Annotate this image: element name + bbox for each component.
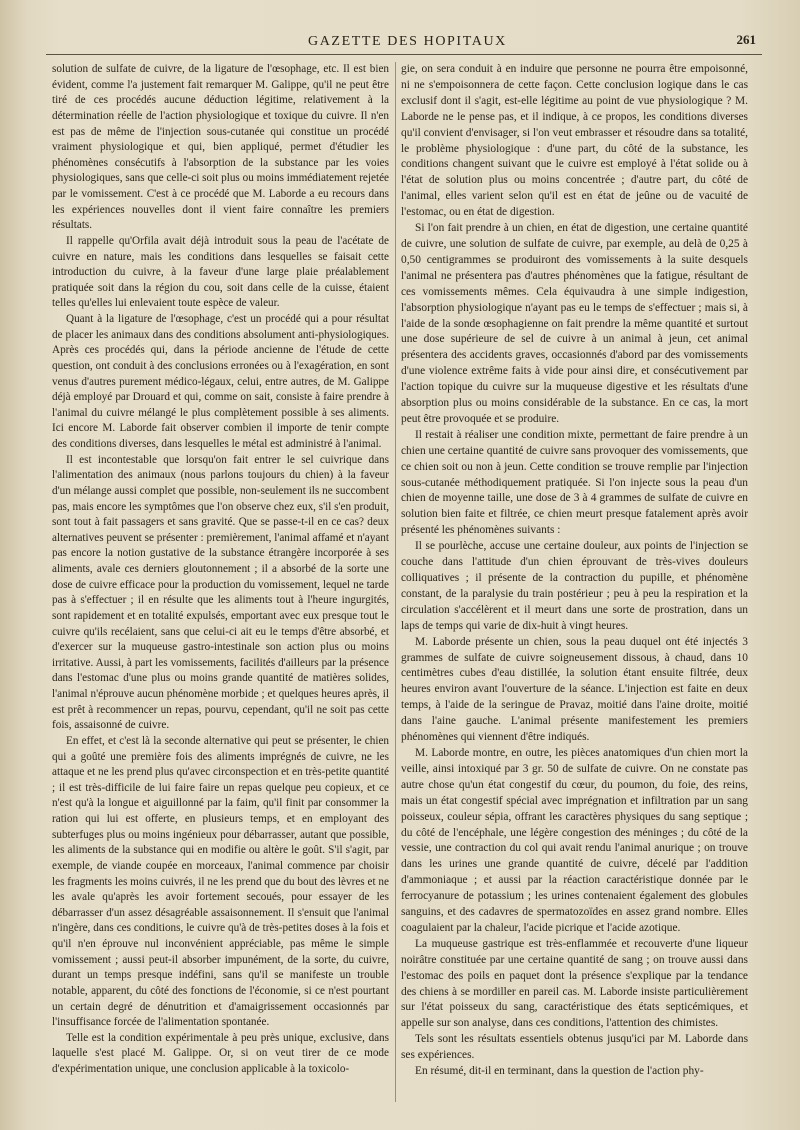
paragraph: La muqueuse gastrique est très-enflammée et recouverte d'une liqueur noirâtre constituée par une certaine quantité de sang ; on trouve aussi dans l'estomac des poils en paquet dont la présence s'explique par la tendance des chiens à se mordiller en pareil cas. M. Laborde insiste particulièrement sur l'état poisseux du sang, caractéristique des états septicémiques, et appelle sur son analyse, dans ces conditions, l'attention des chimistes. bbox=[401, 937, 748, 1030]
paragraph: Quant à la ligature de l'œsophage, c'est un procédé qui a pour résultat de placer les animaux dans des conditions absolument anti-physiologiques. Après ces procédés qui, dans la période ancienne de l'étude de cette question, ont conduit à des conclusions erronées ou à l'exagération, en sont venus d'autres purement médico-légaux, celui, entre autres, de M. Galippe déjà employé par Drouard et qui, comme on sait, consiste à faire prendre à l'animal du cuivre mélangé le plus complètement possible à ses aliments. Ici encore M. Laborde fait observer combien il importe de tenir compte des conditions diverses, dans lesquelles le métal est administré à l'animal. bbox=[52, 313, 389, 450]
paragraph: solution de sulfate de cuivre, de la ligature de l'œsophage, etc. Il est bien évident, comme l'a justement fait remarquer M. Galippe, qu'il ne peut être tiré de ces procédés aucune déduction légitime, relativement à la détermination réelle de l'action physiologique et toxique du cuivre. Il n'en est pas de même de l'injection sous-cutanée qui constitue un procédé vraiment physiologique et qui, bien appliqué, permet d'étudier les phénomènes consécutifs à l'absorption de la substance par les voies physiologiques, sans que celle-ci soit plus ou moins immédiatement rejetée par le vomissement. C'est à ce procédé que M. Laborde a eu recours dans les expériences nouvelles dont il vient faire connaître les premiers résultats. bbox=[52, 63, 389, 232]
paragraph: Si l'on fait prendre à un chien, en état de digestion, une certaine quantité de cuivre, une solution de sulfate de cuivre, par exemple, au delà de 0,25 à 0,50 centigrammes se produiront des vomissements à la suite desquels l'animal ne présentera pas d'autres phénomènes que la fatigue, résultant de ces vomissements mêmes. Cela équivaudra à une simple indigestion, l'absorption physiologique n'ayant pas eu le temps de s'effectuer ; mais si, à l'aide de la sonde œsophagienne on fait prendre la même quantité et surtout une dose supérieure de sel de cuivre à un animal à jeun, cet animal présentera des accidents graves, occasionnés d'abord par des vomissements d'une violence extrême faits à vide pour ainsi dire, et consécutivement par l'action topique du cuivre sur la muqueuse digestive et les résultats d'une absorption plus ou moins considérable de la substance. En ce cas, la mort peut être provoquée et se produire. bbox=[401, 222, 748, 425]
paragraph: Telle est la condition expérimentale à peu près unique, exclusive, dans laquelle s'est placé M. Galippe. Or, si on veut tirer de ce mode d'expérimentation unique, une conclusion applicable à la toxicolo- bbox=[52, 1031, 389, 1075]
paragraph: M. Laborde montre, en outre, les pièces anatomiques d'un chien mort la veille, ainsi intoxiqué par 3 gr. 50 de sulfate de cuivre. On ne constate pas autre chose qu'un état congestif du cœur, du poumon, du foie, des reins, mais un état congestif spécial avec imprégnation et infiltration par un sang poisseux, couleur sépia, offrant les caractères physiques du sang septique ; du côté de l'encéphale, une légère congestion des méninges ; du côté de la vessie, une contraction du col qui avait rendu l'animal anurique ; on trouve dans les urines une grande quantité de cuivre, décelé par l'addition d'ammoniaque ; et aussi par la réaction caractéristique donnée par le ferrocyanure de potassium ; les urines contenaient également des globules sanguins, et des cadavres de spermatozoïdes en assez grand nombre. Elles coagulaient par la chaleur, l'acide picrique et l'acide azotique. bbox=[401, 746, 748, 934]
paragraph: gie, on sera conduit à en induire que personne ne pourra être empoisonné, ni ne s'empoisonnera de cette façon. Cette conclusion logique dans le cas exclusif dont il s'agit, est-elle légitime au point de vue physiologique ? M. Laborde ne le pense pas, et il indique, à ce propos, les conditions diverses qu'il convient d'envisager, si l'on veut embrasser et résoudre dans sa totalité, le problème physiologique : d'une part, du côté de la substance, les conditions changent suivant que le cuivre est employé à l'état solide ou à l'état de solution plus ou moins concentrée ; d'autre part, du côté de l'animal, elles varient selon qu'il est en état de jeûne ou de vacuité de l'estomac, ou en état de digestion. bbox=[401, 63, 748, 219]
paragraph: Il rappelle qu'Orfila avait déjà introduit sous la peau de l'acétate de cuivre en nature, mais les conditions dans lesquelles se faisait cette introduction du cuivre, à la faveur d'une large plaie préalablement pratiquée soit dans la région du cou, soit dans celle de la cuisse, étaient telles qu'elles lui enlevaient toute espèce de valeur. bbox=[52, 234, 389, 310]
right-column bbox=[401, 62, 748, 1112]
paragraph: En effet, et c'est là la seconde alternative qui peut se présenter, le chien qui a goûté une première fois des aliments imprégnés de cuivre, ne les attaque et ne les prend plus qu'avec circonspection et en très-petite quantité ; il est très-difficile de lui faire faire un repas quelque peu copieux, et ce n'est qu'à la longue et aiguillonné par la faim, qu'il finit par consommer la ration qui lui est offerte, en plusieurs temps, et en employant des subterfuges plus ou moins ingénieux pour débarrasser, autant que possible, les aliments de la substance qui en modifie ou altère le goût. S'il s'agit, par exemple, de viande coupée en morceaux, l'animal commence par choisir les fragments les moins cuivrés, il ne les prend que du bout des lèvres et ne les avale qu'après les avoir fortement secoués, pour essayer de les débarrasser d'un assez désagréable assaisonnement. Il s'ensuit que l'animal n'ingère, dans ces conditions, le cuivre qu'à de très-petites doses à la fois et qu'il n'en éprouve nul inconvénient appréciable, pas même le simple vomissement ; aussi peut-il absorber impunément, de la sorte, du cuivre, durant un temps presque indéfini, sans qu'il se manifeste un trouble notable, apparent, du côté des fonctions de l'économie, si ce n'est pourtant un certain degré de dénutrition et d'amaigrissement occasionnés par l'insuffisance forcée de l'alimentation spontanée. bbox=[52, 734, 389, 1029]
paragraph: Il restait à réaliser une condition mixte, permettant de faire prendre à un chien une certaine quantité de cuivre sans provoquer des vomissements, que ce chien soit ou non à jeun. Cette condition se trouve remplie par l'injection sous-cutanée méthodiquement pratiquée. Si l'on injecte sous la peau d'un chien de moyenne taille, une dose de 3 à 4 grammes de sulfate de cuivre en solution bien faite et filtrée, ce chien meurt presque fatalement après avoir présenté les phénomènes suivants : bbox=[401, 428, 748, 537]
left-column bbox=[52, 62, 389, 1112]
paragraph: Tels sont les résultats essentiels obtenus jusqu'ici par M. Laborde dans ses expériences. bbox=[401, 1033, 748, 1062]
paragraph: Il est incontestable que lorsqu'on fait entrer le sel cuivrique dans l'alimentation des animaux (nous parlons toujours du chien) à la faveur d'un mélange aussi complet que possible, non-seulement ils ne succombent pas, mais encore les symptômes que l'on observe chez eux, s'il s'en produit, sont tout à fait passagers et sans gravité. Que se passe-t-il en ce cas? deux alternatives peuvent se présenter : premièrement, l'animal affamé et n'ayant pas encore la notion gustative de la substance étrangère incorporée à ses aliments, avale ces derniers gloutonnement ; il a absorbé de la sorte une dose de cuivre efficace pour la production du vomissement, lequel ne tarde pas à s'effectuer ; il en résulte que les aliments tout à l'heure ingurgités, sont rapidement et en totalité expulsés, emportant avec eux presque tout le cuivre qu'ils recélaient, sans que celui-ci ait eu le temps d'être absorbé, et d'exercer sur la muqueuse gastro-intestinale son action plus ou moins irritative. Aussi, à part les vomissements, facilités d'ailleurs par la présence dans l'estomac d'une plus ou moins grande quantité de matières solides, l'animal n'éprouve aucun phénomène morbide ; et quelques heures après, il est prêt à recommencer un repas, pourvu, cependant, qu'il ne soit pas cette fois, assaisonné de cuivre. bbox=[52, 453, 389, 732]
page-number: 261 bbox=[736, 32, 756, 47]
page-header bbox=[46, 32, 762, 55]
paragraph: Il se pourlèche, accuse une certaine douleur, aux points de l'injection se couche dans l'attitude d'un chien éprouvant de très-vives douleurs colliquatives ; il présente de la contraction du pupille, et phénomène constant, de la paralysie du train postérieur ; peu à peu la respiration et la circulation s'accélèrent et il meurt dans une sorte de prostration, dans un laps de temps qui varie de dix-huit à vingt heures. bbox=[401, 540, 748, 632]
paragraph: M. Laborde présente un chien, sous la peau duquel ont été injectés 3 grammes de sulfate de cuivre soigneusement dissous, à chaud, dans 10 centimètres cubes d'eau distillée, la solution étant ensuite filtrée, deux heures environ avant l'ouverture de la séance. L'injection est faite en deux temps, à l'aide de la seringue de Pravaz, moitié dans l'aine droite, moitié dans l'aine gauche. L'animal présente manifestement les premiers phénomènes qui viennent d'être indiqués. bbox=[401, 635, 748, 744]
journal-title: GAZETTE DES HOPITAUX bbox=[308, 34, 507, 49]
paragraph: En résumé, dit-il en terminant, dans la question de l'action phy- bbox=[415, 1065, 704, 1078]
column-divider bbox=[395, 62, 396, 1102]
